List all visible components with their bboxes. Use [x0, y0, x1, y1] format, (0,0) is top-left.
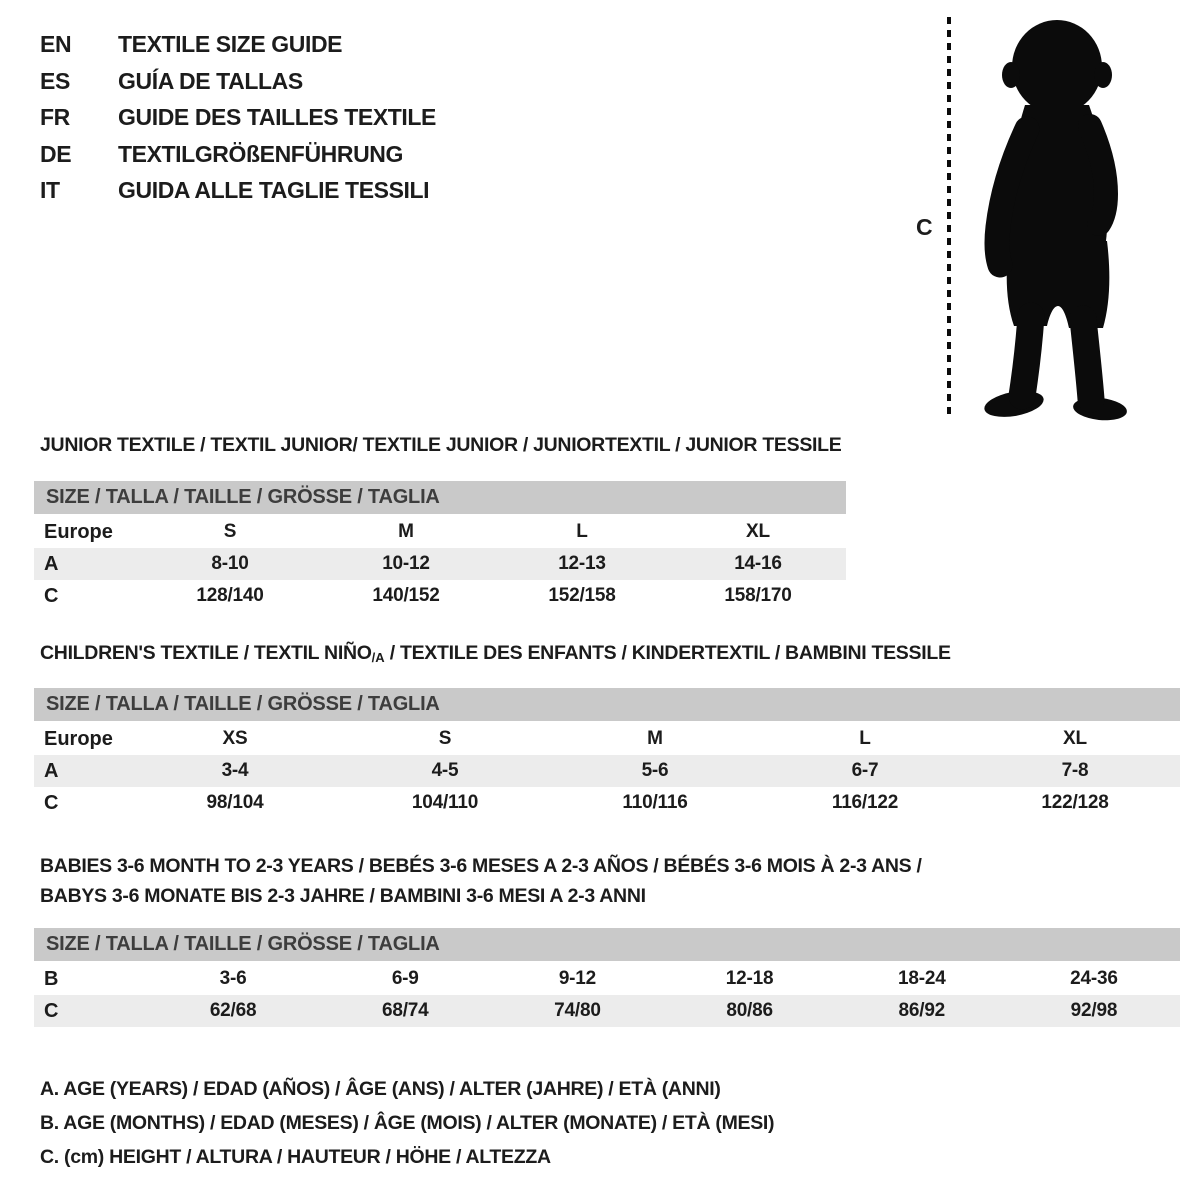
table-cell: 6-9 [391, 968, 419, 989]
table-cell: XS [222, 728, 248, 749]
language-row [40, 63, 436, 100]
table-rows [34, 963, 1180, 1027]
guide-title: TEXTILGRÖßENFÜHRUNG [118, 140, 403, 167]
row-label: A [44, 553, 59, 575]
language-title-list [40, 26, 436, 209]
table-cell: 98/104 [206, 792, 264, 813]
row-label: C [44, 792, 59, 814]
table-row [34, 787, 1180, 819]
table-cell: 10-12 [382, 553, 430, 574]
language-row [40, 99, 436, 136]
junior-size-table [34, 481, 846, 612]
language-code: FR [40, 104, 70, 130]
table-cell: L [576, 521, 588, 542]
language-code: IT [40, 177, 60, 203]
size-header: SIZE / TALLA / TAILLE / GRÖSSE / TAGLIA [34, 481, 846, 514]
babies-section-title [40, 851, 922, 911]
language-row [40, 136, 436, 173]
table-cell: M [647, 728, 663, 749]
table-cell: L [859, 728, 871, 749]
table-cell: M [398, 521, 414, 542]
language-code: EN [40, 31, 72, 57]
table-cell: 9-12 [558, 968, 597, 989]
row-label: C [44, 1000, 59, 1022]
table-row [34, 580, 846, 612]
junior-section-title: JUNIOR TEXTILE / TEXTIL JUNIOR/ TEXTILE JUNIOR / JUNIORTEXTIL / JUNIOR TESSILE [40, 434, 842, 456]
guide-title: GUIDE DES TAILLES TEXTILE [118, 104, 436, 130]
table-row [34, 995, 1180, 1027]
table-cell: S [438, 728, 452, 749]
table-cell: 24-36 [1070, 968, 1118, 989]
table-cell: 7-8 [1061, 760, 1089, 781]
table-cell: 5-6 [641, 760, 669, 781]
table-cell: 104/110 [411, 792, 479, 813]
size-header: SIZE / TALLA / TAILLE / GRÖSSE / TAGLIA [34, 928, 1180, 961]
table-rows [34, 516, 846, 612]
guide-title: TEXTILE SIZE GUIDE [118, 31, 343, 57]
table-cell: 110/116 [622, 792, 688, 813]
height-figure [900, 0, 1200, 440]
table-cell: 14-16 [734, 553, 782, 574]
table-cell: 62/68 [209, 1000, 257, 1021]
table-cell: 122/128 [1041, 792, 1109, 813]
table-cell: S [223, 521, 237, 542]
table-cell: 116/122 [831, 792, 899, 813]
legend [40, 1072, 774, 1174]
height-measure-label: C [916, 214, 933, 240]
children-title-subscript: /A [371, 650, 385, 665]
table-cell: 158/170 [724, 585, 792, 606]
table-row [34, 548, 846, 580]
children-section-title [40, 642, 951, 665]
table-cell: 12-13 [558, 553, 606, 574]
table-cell: 92/98 [1070, 1000, 1118, 1021]
guide-title: GUIDA ALLE TAGLIE TESSILI [118, 177, 430, 203]
table-cell: 68/74 [381, 1000, 429, 1021]
table-row [34, 755, 1180, 787]
row-label: A [44, 760, 59, 782]
table-cell: XL [746, 521, 770, 542]
table-cell: 3-4 [221, 760, 249, 781]
table-cell: 128/140 [196, 585, 264, 606]
language-row [40, 26, 436, 63]
children-size-table [34, 688, 1180, 819]
table-cell: 86/92 [898, 1000, 946, 1021]
babies-title-line2: BABYS 3-6 MONATE BIS 2-3 JAHRE / BAMBINI 3-6 MESI A 2-3 ANNI [40, 885, 646, 907]
legend-line-a: A. AGE (YEARS) / EDAD (AÑOS) / ÂGE (ANS) / ALTER (JAHRE) / ETÀ (ANNI) [40, 1078, 721, 1100]
table-cell: 3-6 [219, 968, 247, 989]
table-cell: 18-24 [897, 968, 946, 989]
table-row [34, 723, 1180, 755]
table-cell: 4-5 [431, 760, 459, 781]
table-cell: 152/158 [548, 585, 616, 606]
children-title-pre: CHILDREN'S TEXTILE / TEXTIL NIÑO [40, 642, 372, 664]
table-cell: 74/80 [554, 1000, 601, 1021]
height-measure-line [947, 17, 951, 417]
babies-title-line1: BABIES 3-6 MONTH TO 2-3 YEARS / BEBÉS 3-6 MESES A 2-3 AÑOS / BÉBÉS 3-6 MOIS À 2-3 ANS / [40, 855, 922, 877]
table-cell: 8-10 [211, 553, 249, 574]
table-cell: 140/152 [372, 585, 440, 606]
children-title-post: / TEXTILE DES ENFANTS / KINDERTEXTIL / BAMBINI TESSILE [384, 642, 951, 664]
language-code: DE [40, 140, 72, 167]
table-rows [34, 723, 1180, 819]
toddler-silhouette-icon [968, 13, 1140, 423]
table-cell: 12-18 [725, 968, 774, 989]
row-label: Europe [44, 521, 113, 543]
row-label: Europe [44, 728, 113, 750]
table-row [34, 963, 1180, 995]
legend-line-c: C. (cm) HEIGHT / ALTURA / HAUTEUR / HÖHE / ALTEZZA [40, 1146, 551, 1168]
table-cell: 80/86 [726, 1000, 773, 1021]
table-cell: 6-7 [851, 760, 879, 781]
language-code: ES [40, 67, 70, 94]
guide-title: GUÍA DE TALLAS [118, 67, 303, 94]
size-header: SIZE / TALLA / TAILLE / GRÖSSE / TAGLIA [34, 688, 1180, 721]
table-row [34, 516, 846, 548]
language-row [40, 172, 436, 209]
row-label: C [44, 585, 59, 607]
row-label: B [44, 968, 59, 990]
legend-line-b: B. AGE (MONTHS) / EDAD (MESES) / ÂGE (MOIS) / ALTER (MONATE) / ETÀ (MESI) [40, 1112, 775, 1134]
table-cell: XL [1063, 728, 1087, 749]
babies-size-table [34, 928, 1180, 1027]
